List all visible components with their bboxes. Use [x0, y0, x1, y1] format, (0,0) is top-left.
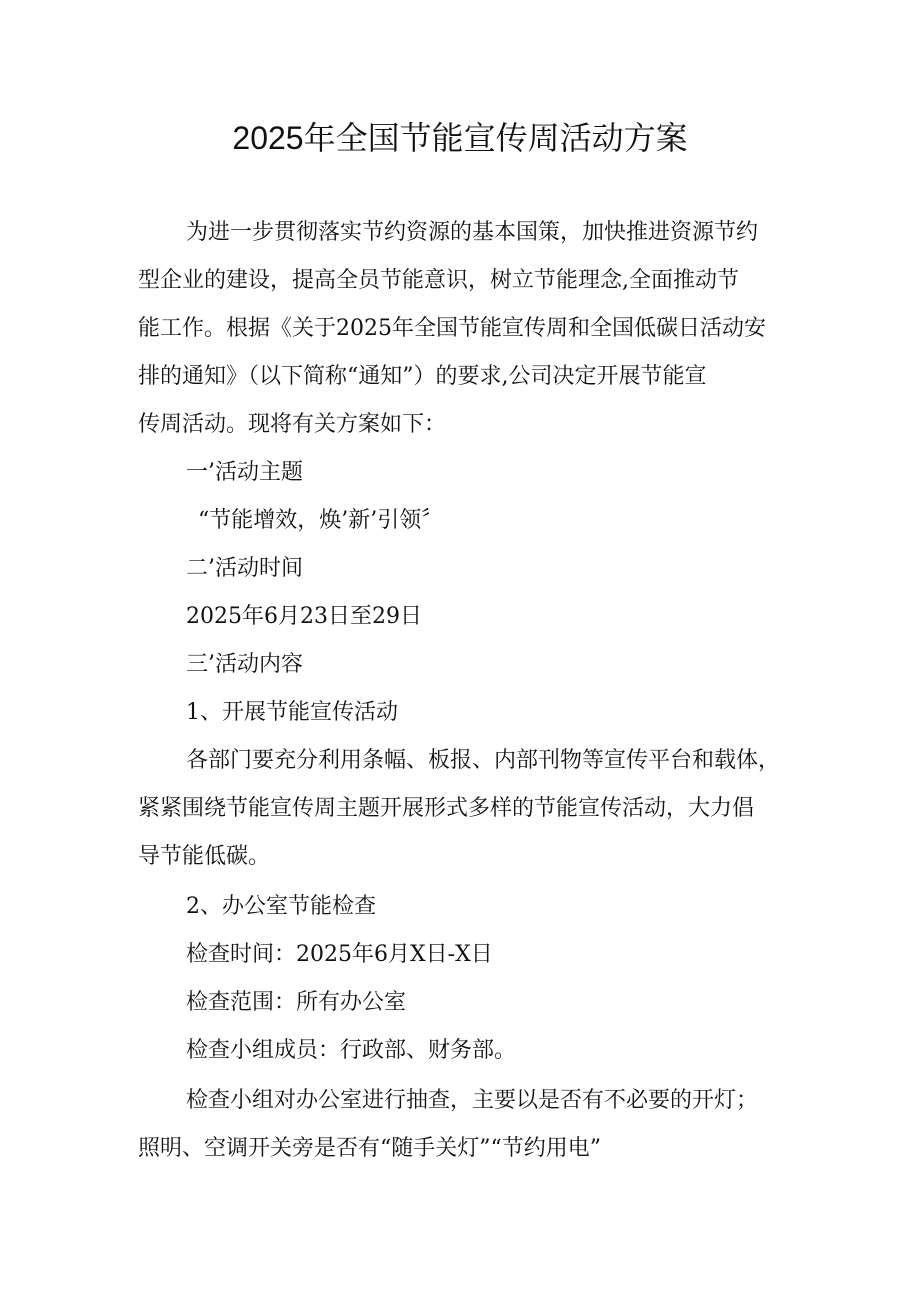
intro-line: 排的通知》（以下简称“通知”）的要求,公司决定开展节能宣 — [138, 364, 707, 389]
section-heading-time: 二’活动时间 — [186, 556, 303, 581]
publicity-line: 紧紧围绕节能宣传周主题开展形式多样的节能宣传活动，大力倡 — [138, 796, 755, 821]
document-title: 2025年全国节能宣传周活动方案 — [232, 120, 688, 156]
theme-slogan: “节能增效，焕’新’引领〞 — [198, 508, 444, 533]
item-heading-publicity: 1、开展节能宣传活动 — [186, 700, 398, 725]
publicity-line: 各部门要充分利用条幅、板报、内部刊物等宣传平台和载体， — [186, 748, 781, 773]
check-description-line: 照明、空调开关旁是否有“随手关灯”“节约用电” — [138, 1136, 601, 1161]
check-description-line: 检查小组对办公室进行抽查，主要以是否有不必要的开灯； — [186, 1088, 759, 1113]
item-heading-office-check: 2、办公室节能检查 — [186, 894, 376, 919]
intro-line: 型企业的建设，提高全员节能意识，树立节能理念,全面推动节 — [138, 268, 739, 293]
section-heading-content: 三’活动内容 — [186, 652, 303, 677]
intro-line: 为进一步贯彻落实节约资源的基本国策，加快推进资源节约 — [186, 220, 759, 245]
check-time: 检查时间：2025年6月X日-X日 — [186, 942, 493, 967]
intro-line: 能工作。根据《关于2025年全国节能宣传周和全国低碳日活动安 — [138, 316, 766, 341]
check-scope: 检查范围：所有办公室 — [186, 990, 407, 1015]
check-members: 检查小组成员：行政部、财务部。 — [186, 1038, 517, 1063]
section-heading-theme: 一’活动主题 — [186, 460, 303, 485]
activity-dates: 2025年6月23日至29日 — [186, 604, 422, 629]
publicity-line: 导节能低碳。 — [138, 844, 271, 869]
intro-line: 传周活动。现将有关方案如下： — [138, 412, 447, 437]
